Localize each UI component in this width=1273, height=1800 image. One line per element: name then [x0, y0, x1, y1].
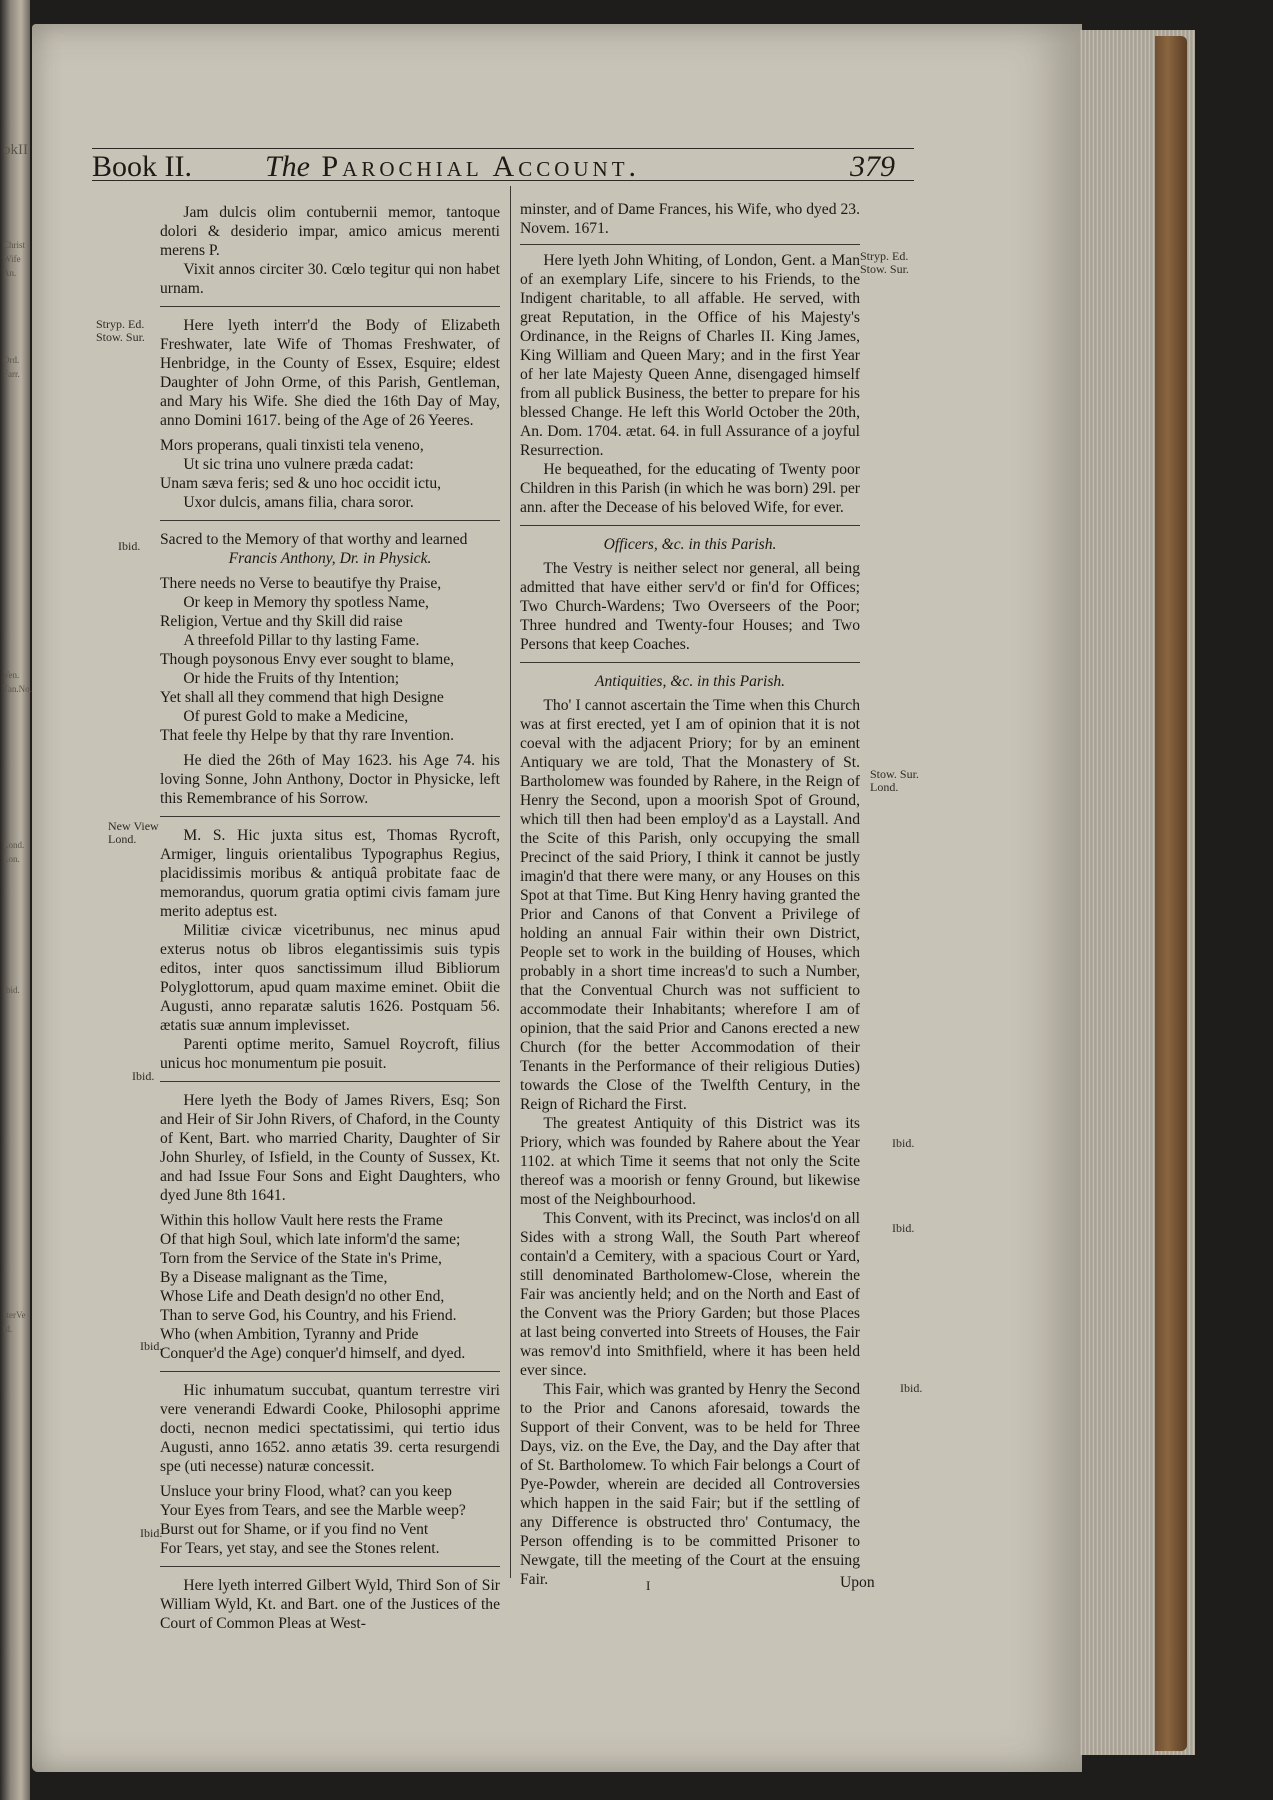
verse-line: Yet shall all they commend that high Designe: [160, 689, 444, 706]
heading-line: Sacred to the Memory of that worthy and learned: [160, 531, 468, 548]
epitaph-wyld: [160, 1576, 500, 1633]
right-column: [520, 200, 860, 1589]
separator-rule: [160, 1081, 500, 1082]
english-verse: [160, 574, 500, 745]
sliver-text: Wife: [3, 254, 21, 264]
verse-line: Than to serve God, his Country, and his Friend.: [160, 1307, 457, 1324]
paragraph: minster, and of Dame Frances, his Wife, who dyed 23. Novem. 1671.: [520, 201, 860, 237]
paragraph: Jam dulcis olim contubernii memor, tantoque dolori & desiderio impar, amico amicus merenti merens P.: [160, 204, 500, 259]
paragraph: The Vestry is neither select nor general, all being admitted that have either serv'd or fin'd for Offices; Two Church-Wardens; Two Overseers of the Poor; Three hundred and Twenty-four Houses; and Two Persons that keep Coaches.: [520, 560, 860, 653]
margin-note: Ibid.: [140, 1339, 163, 1353]
margin-note: Ibid.: [118, 539, 141, 553]
epitaph-cooke: [160, 1381, 500, 1558]
separator-rule: [160, 1566, 500, 1567]
paragraph: He bequeathed, for the educating of Twenty poor Children in this Parish (in which he was born) 29l. per ann. after the Decease of his beloved Wife, for ever.: [520, 461, 860, 516]
margin-note: New View Lond.: [108, 819, 159, 846]
page-number: 379: [850, 150, 895, 183]
verse-line: Conquer'd the Age) conquer'd himself, and dyed.: [160, 1345, 466, 1362]
sliver-text: Ord.: [3, 355, 20, 365]
sliver-text: Tan.No.: [3, 684, 32, 694]
section-heading-antiquities: Antiquities, &c. in this Parish.: [594, 673, 786, 690]
running-head-book: Book II.: [92, 150, 192, 183]
paragraph: Militiæ civicæ vicetribunus, nec minus apud exterus notus ob libros elegantissimis suis typis editos, inter quos sanctissimum illud Bibliorum Polyglottorum, apud quam maxime eminet. Obiit die Augusti, anno reparatæ salutis 1626. Postquam 56. ætatis suæ annum implevisset.: [160, 922, 500, 1034]
verse-line: Of purest Gold to make a Medicine,: [183, 708, 409, 725]
margin-note: Ibid.: [892, 1136, 915, 1150]
verse-line: Mors properans, quali tinxisti tela veneno,: [160, 437, 424, 454]
separator-rule: [160, 1371, 500, 1372]
english-verse: [160, 1211, 500, 1363]
paragraph: Here lyeth interr'd the Body of Elizabeth Freshwater, late Wife of Thomas Freshwater, of Henbridge, in the County of Essex, Esquire; eldest Daughter of John Orme, of this Parish, Gentleman, and Mary his Wife. She died the 16th Day of May, anno Domini 1617. being of the Age of 26 Yeeres.: [160, 317, 500, 429]
verse-line: Or keep in Memory thy spotless Name,: [183, 594, 429, 611]
margin-note: Stryp. Ed. Stow. Sur.: [96, 317, 145, 344]
verse-line: Unsluce your briny Flood, what? can you keep: [160, 1483, 452, 1500]
paragraph: The greatest Antiquity of this District was its Priory, which was founded by Rahere about the Year 1102. at which Time it seems that not only the Scite thereof was a moorish or fenny Ground, but likewise most of the Neighbourhood.: [520, 1115, 860, 1208]
paragraph: This Convent, with its Precinct, was inclos'd on all Sides with a strong Wall, the South Part whereof contain'd a Cemitery, with a spacious Court or Yard, still denominated Bartholomew-Close, wherein the Fair was anciently held; and on the North and East of the Convent was the Priory Garden; but those Places at last being converted into Streets of Houses, the Fair was remov'd into Smithfield, where it has been held ever since.: [520, 1210, 860, 1379]
sliver-text: Farr.: [3, 369, 20, 379]
epitaph-freshwater: [160, 316, 500, 512]
verse-line: A threefold Pillar to thy lasting Fame.: [183, 632, 420, 649]
book-cover-edge: [1155, 36, 1187, 1751]
verse-line: Or hide the Fruits of thy Intention;: [183, 670, 400, 687]
separator-rule: [160, 816, 500, 817]
paragraph: Here lyeth the Body of James Rivers, Esq; Son and Heir of Sir John Rivers, of Chaford, in the County of Kent, Bart. who married Charity, Daughter of Sir John Shurley, of Isfield, in the County of Sussex, Kt. and had Issue Four Sons and Eight Daughters, who dyed June 8th 1641.: [160, 1092, 500, 1204]
running-head-the: The: [265, 150, 310, 183]
margin-note: Ibid.: [892, 1221, 915, 1235]
verse-line: That feele thy Helpe by that thy rare Invention.: [160, 727, 455, 744]
paragraph: Vixit annos circiter 30. Cœlo tegitur qui non habet urnam.: [160, 261, 500, 297]
verse-line: Your Eyes from Tears, and see the Marble weep?: [160, 1502, 466, 1519]
sliver-text: Lond.: [3, 840, 25, 850]
epitaph-anthony: [160, 530, 500, 808]
left-column: [160, 203, 500, 1633]
verse-line: Religion, Vertue and thy Skill did raise: [160, 613, 403, 630]
epitaph-wyld-cont: [520, 200, 860, 238]
separator-rule: [160, 306, 500, 307]
paragraph: Hic inhumatum succubat, quantum terrestre viri vere venerandi Edwardi Cooke, Philosophi apprime docti, necnon medici spectatissimi, qui tertio idus Augusti, anno 1652. anno ætatis 39. certa resurgendi spe (uti necesse) naturæ concessit.: [160, 1382, 500, 1475]
verse-line: Ut sic trina uno vulnere præda cadat:: [183, 456, 414, 473]
running-head-title: [265, 150, 640, 184]
separator-rule: [160, 520, 500, 521]
paragraph: Here lyeth interred Gilbert Wyld, Third Son of Sir William Wyld, Kt. and Bart. one of the Justices of the Court of Common Pleas at West-: [160, 1577, 500, 1632]
officers-section: [520, 559, 860, 654]
separator-rule: [520, 525, 860, 526]
separator-rule: [520, 662, 860, 663]
sliver-text: sterVe: [3, 1310, 26, 1320]
antiquities-section: [520, 696, 860, 1589]
epitaph-latin-end: [160, 203, 500, 298]
latin-verse: [160, 436, 500, 512]
margin-note: Stow. Sur. Lond.: [870, 767, 919, 794]
margin-note: Ibid.: [900, 1381, 923, 1395]
verse-line: Within this hollow Vault here rests the Frame: [160, 1212, 443, 1229]
sliver-text: Ibid.: [3, 985, 20, 995]
verse-line: Who (when Ambition, Tyranny and Pride: [160, 1326, 419, 1343]
verse-line: Whose Life and Death design'd no other End,: [160, 1288, 445, 1305]
verse-line: There needs no Verse to beautifye thy Praise,: [160, 575, 442, 592]
header-rule: [92, 180, 914, 181]
verse-line: By a Disease malignant as the Time,: [160, 1269, 388, 1286]
english-verse: [160, 1482, 500, 1558]
sliver-text: Christ: [3, 240, 26, 250]
margin-note: Ibid.: [140, 1526, 163, 1540]
header-rule-top: [92, 148, 914, 149]
paragraph: Tho' I cannot ascertain the Time when this Church was at first erected, yet I am of opinion that it is not coeval with the adjacent Priory; for by an eminent Antiquary we are told, That the Monastery of St. Bartholomew was founded by Rahere, in the Reign of Henry the Second, upon a moorish Spot of Ground, which till then had been employ'd as a Laystall. And the Scite of this Parish, only occupying the small Precinct of the said Priory, I think it cannot be justly imagin'd that there were many, or any Houses on this Spot at that Time. But King Henry having granted the Prior and Canons of that Convent a Privilege of holding an annual Fair within their own District, People set to work in the building of Houses, which probably in a short time increas'd to such a Number, that the Conventual Church was not sufficient to accommodate their Inhabitants; wherefore I am of opinion, that the said Prior and Canons erected a new Church (for the better Accommodation of their Tenants in the Performance of their religious Duties) towards the Close of the Twelfth Century, in the Reign of Richard the First.: [520, 697, 860, 1113]
section-heading-officers: Officers, &c. in this Parish.: [603, 536, 777, 553]
verse-line: Though poysonous Envy ever sought to blame,: [160, 651, 455, 668]
verse-line: For Tears, yet stay, and see the Stones relent.: [160, 1540, 440, 1557]
previous-page-margin-fragments: [0, 0, 36, 1800]
paragraph: He died the 26th of May 1623. his Age 74. his loving Sonne, John Anthony, Doctor in Physicke, left this Remembrance of his Sorrow.: [160, 752, 500, 807]
verse-line: Of that high Soul, which late inform'd the same;: [160, 1231, 461, 1248]
sliver-text: id.: [3, 1324, 13, 1334]
verse-line: Unam sæva feris; sed & uno hoc occidit ictu,: [160, 475, 442, 492]
sliver-text: Ven.: [3, 670, 20, 680]
epitaph-rycroft: [160, 826, 500, 1073]
sliver-text: Lon.: [3, 854, 20, 864]
verse-line: Torn from the Service of the State in's Prime,: [160, 1250, 442, 1267]
epitaph-whiting: [520, 251, 860, 517]
paragraph: M. S. Hic juxta situs est, Thomas Rycroft, Armiger, linguis orientalibus Typographus Regius, placidissimis moribus & antiquâ probitate faac de memorandus, quorum gratia optimi civis famam jure merito adeptus est.: [160, 827, 500, 920]
epitaph-rivers: [160, 1091, 500, 1363]
verse-line: Burst out for Shame, or if you find no Vent: [160, 1521, 429, 1538]
verse-line: Uxor dulcis, amans filia, chara soror.: [183, 494, 414, 511]
heading-line: Francis Anthony, Dr. in Physick.: [228, 550, 432, 567]
catchword: Upon: [840, 1574, 875, 1591]
sliver-text: An.: [3, 268, 17, 278]
paragraph: This Fair, which was granted by Henry the Second to the Prior and Canons aforesaid, towards the Support of their Convent, was to be held for Three Days, viz. on the Eve, the Day, and the Day after that of St. Bartholomew. To which Fair belongs a Court of Pye-Powder, wherein are decided all Controversies which happen in the said Fair; but if the settling of any Difference is obstructed thro' Contumacy, the Person offending is to be committed Prisoner to Newgate, till the meeting of the Court at the ensuing Fair.: [520, 1381, 860, 1588]
separator-rule: [520, 244, 860, 245]
margin-note: Stryp. Ed. Stow. Sur.: [860, 249, 909, 276]
column-divider: [510, 186, 511, 1578]
running-head-parochial-account: Parochial Account.: [321, 150, 641, 183]
sliver-text: okII: [3, 142, 28, 158]
margin-note: Ibid.: [132, 1069, 155, 1083]
signature-mark: I: [646, 1578, 651, 1593]
paragraph: Here lyeth John Whiting, of London, Gent. a Man of an exemplary Life, sincere to his Friends, to the Indigent charitable, to all affable. He served, with great Reputation, in the Office of his Majesty's Ordinance, in the Reigns of Charles II. King James, King William and Queen Mary; and in the first Year of her late Majesty Queen Anne, disengaged himself from all publick Business, the better to prepare for his blessed Change. He left this World October the 20th, An. Dom. 1704. ætat. 64. in full Assurance of a joyful Resurrection.: [520, 252, 860, 459]
paragraph: Parenti optime merito, Samuel Roycroft, filius unicus hoc monumentum pie posuit.: [160, 1036, 500, 1072]
